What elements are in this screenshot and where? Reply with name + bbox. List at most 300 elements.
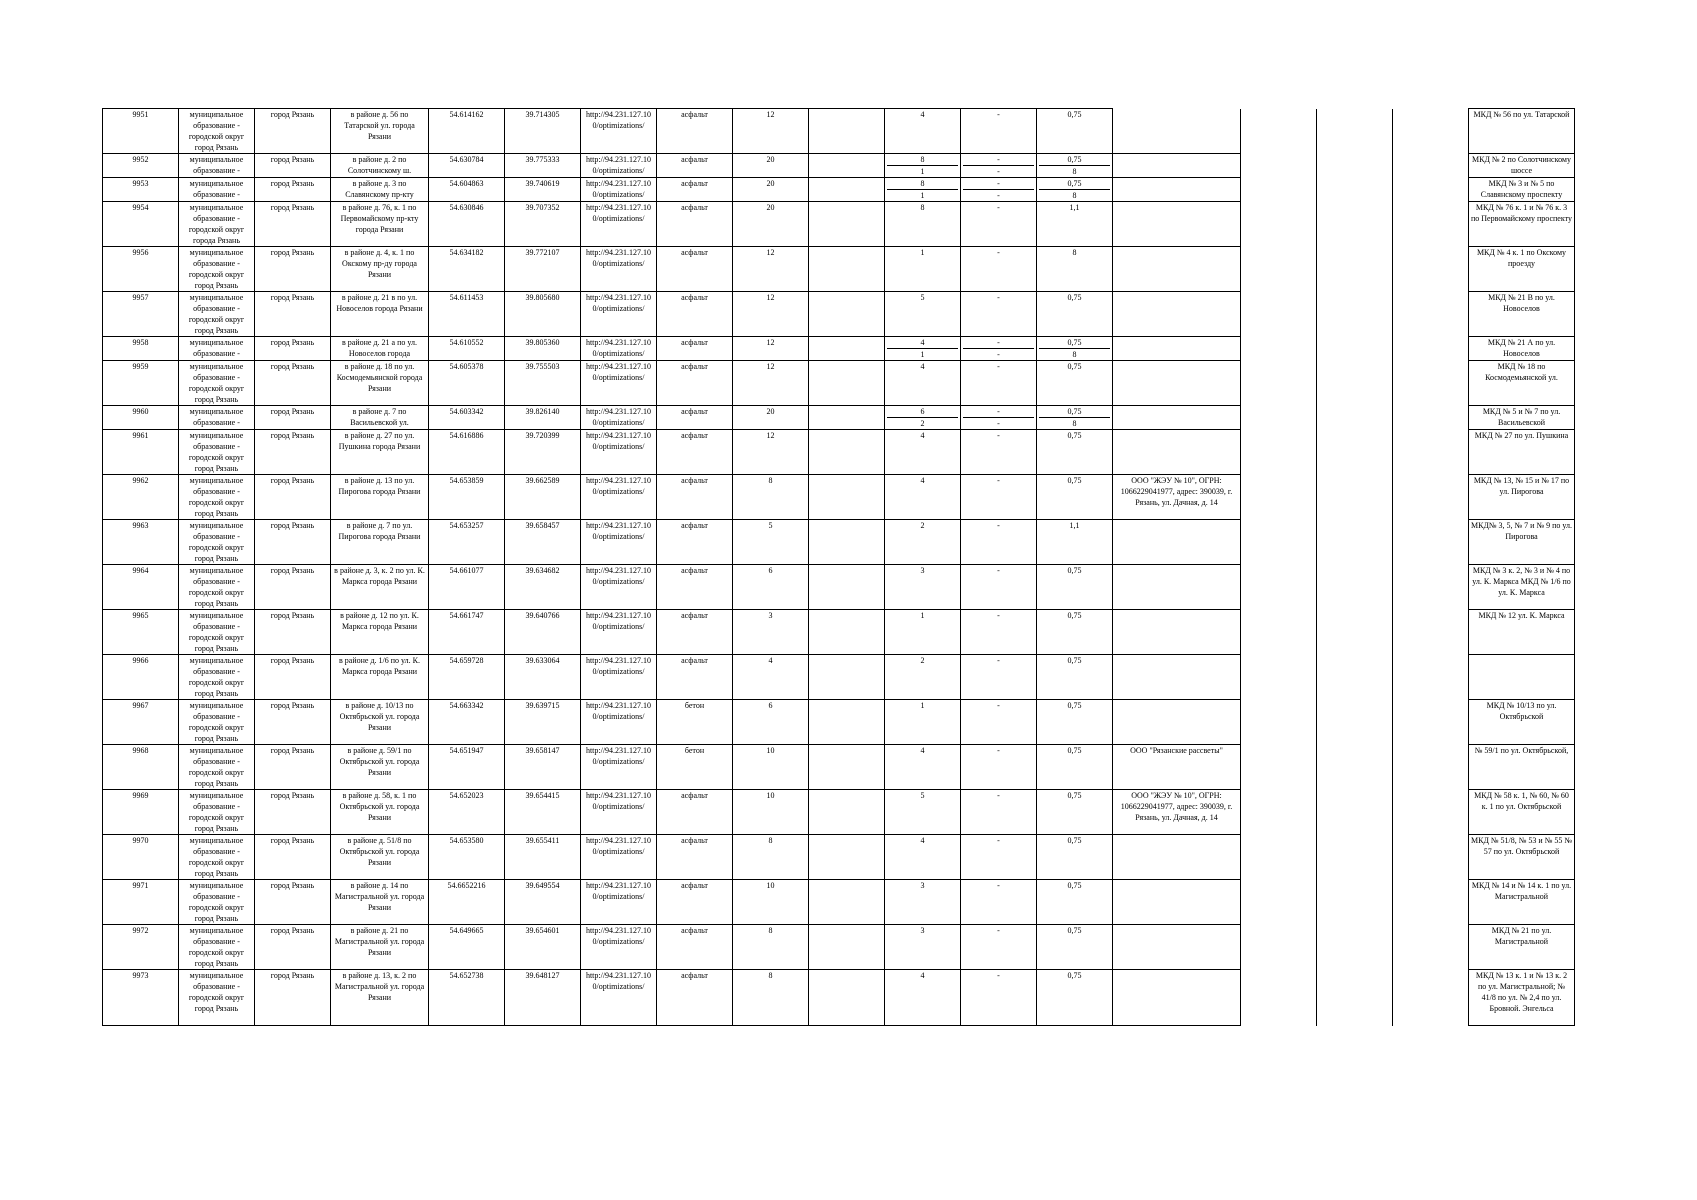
longitude-cell: 39.720399 [505,430,581,475]
places-volume-value: 0,75 [1067,110,1082,119]
row-number-cell: 9966 [103,655,179,700]
city-cell: город Рязань [255,475,331,520]
city-cell: город Рязань [255,745,331,790]
places-volume-cell [1037,880,1113,925]
object-cell: МКД № 3 и № 5 по Славянскому проспекту [1469,178,1575,202]
places-volume-cell [1037,430,1113,475]
empty-cell [809,154,885,178]
places-count-cell [885,202,961,247]
address-cell: в районе д. 21 в по ул. Новоселов города Рязани [331,292,429,337]
object-cell: МКД№ 3, 5, № 7 и № 9 по ул. Пирогова [1469,520,1575,565]
organization-cell [1113,880,1241,925]
cover-cell: асфальт [657,610,733,655]
url-cell: http://94.231.127.10 0/optimizations/ [581,292,657,337]
latitude-cell: 54.651947 [429,745,505,790]
places-count-cell [885,406,961,430]
table-row [103,292,1575,337]
cover-cell: асфальт [657,880,733,925]
longitude-cell: 39.714305 [505,109,581,154]
object-cell: МКД № 13, № 15 и № 17 по ул. Пирогова [1469,475,1575,520]
places-volume-cell [1037,337,1113,361]
object-cell: МКД № 27 по ул. Пушкина [1469,430,1575,475]
area-cell: 20 [733,154,809,178]
places-dash-value: - [997,881,1000,890]
cover-cell: асфальт [657,790,733,835]
data-table [102,108,1575,1026]
address-cell: в районе д. 10/13 по Октябрьской ул. города Рязани [331,700,429,745]
row-number-cell: 9963 [103,520,179,565]
address-cell: в районе д. 51/8 по Октябрьской ул. города Рязани [331,835,429,880]
places-count-cell [885,361,961,406]
municipality-cell: муниципальное образование - городской округ город Рязань [179,835,255,880]
places-volume-value: 0,75 [1039,337,1110,349]
empty-cell [1317,565,1393,610]
cover-cell: асфальт [657,337,733,361]
url-cell: http://94.231.127.10 0/optimizations/ [581,337,657,361]
places-volume-cell [1037,835,1113,880]
organization-cell: ООО "Рязанские рассветы" [1113,745,1241,790]
city-cell: город Рязань [255,337,331,361]
object-cell: МКД № 21 А по ул. Новоселов [1469,337,1575,361]
url-cell: http://94.231.127.10 0/optimizations/ [581,475,657,520]
places-count-value: 1 [920,701,925,710]
table-row [103,880,1575,925]
places-count-value: 3 [920,566,925,575]
places-dash-cell [961,337,1037,361]
places-count-value: 8 [887,154,958,166]
empty-cell [1317,880,1393,925]
places-count-value: 4 [920,746,925,755]
organization-cell [1113,406,1241,430]
url-cell: http://94.231.127.10 0/optimizations/ [581,880,657,925]
url-cell: http://94.231.127.10 0/optimizations/ [581,202,657,247]
empty-cell [1393,700,1469,745]
organization-cell [1113,178,1241,202]
places-volume-value: 0,75 [1067,791,1082,800]
table-row [103,745,1575,790]
object-cell: МКД № 58 к. 1, № 60, № 60 к. 1 по ул. Октябрьской [1469,790,1575,835]
longitude-cell: 39.654601 [505,925,581,970]
city-cell: город Рязань [255,790,331,835]
empty-cell [1317,475,1393,520]
places-dash-value: - [997,611,1000,620]
organization-cell [1113,337,1241,361]
address-cell: в районе д. 14 по Магистральной ул. города Рязани [331,880,429,925]
places-count-value: 2 [920,521,925,530]
address-cell: в районе д. 3, к. 2 по ул. К. Маркса города Рязани [331,565,429,610]
places-count-value: 4 [920,836,925,845]
empty-cell [1317,109,1393,154]
places-dash-cell [961,202,1037,247]
empty-cell [1317,430,1393,475]
longitude-cell: 39.805680 [505,292,581,337]
longitude-cell: 39.634682 [505,565,581,610]
municipality-cell: муниципальное образование - городской округ город Рязань [179,520,255,565]
places-count-cell [885,655,961,700]
cover-cell: асфальт [657,109,733,154]
area-cell: 8 [733,970,809,1026]
places-dash-value: - [997,971,1000,980]
places-volume-cell [1037,292,1113,337]
empty-cell [809,475,885,520]
empty-cell [809,970,885,1026]
latitude-cell: 54.659728 [429,655,505,700]
places-dash-value: - [963,337,1034,349]
organization-cell: ООО "ЖЭУ № 10", ОГРН: 1066229041977, адрес: 390039, г. Рязань, ул. Дачная, д. 14 [1113,475,1241,520]
cover-cell: асфальт [657,565,733,610]
empty-cell [809,610,885,655]
organization-cell [1113,655,1241,700]
cover-cell: асфальт [657,475,733,520]
organization-cell: ООО "ЖЭУ № 10", ОГРН: 1066229041977, адрес: 390039, г. Рязань, ул. Дачная, д. 14 [1113,790,1241,835]
places-volume-cell [1037,790,1113,835]
longitude-cell: 39.633064 [505,655,581,700]
places-dash-cell [961,655,1037,700]
address-cell: в районе д. 59/1 по Октябрьской ул. города Рязани [331,745,429,790]
municipality-cell: муниципальное образование - городской округ город Рязань [179,925,255,970]
empty-cell [1393,970,1469,1026]
places-count-cell [885,430,961,475]
organization-cell [1113,361,1241,406]
places-dash-value: - [997,110,1000,119]
city-cell: город Рязань [255,565,331,610]
latitude-cell: 54.653580 [429,835,505,880]
object-cell: МКД № 4 к. 1 по Окскому проезду [1469,247,1575,292]
area-cell: 12 [733,247,809,292]
url-cell: http://94.231.127.10 0/optimizations/ [581,655,657,700]
places-volume-value: 0,75 [1067,656,1082,665]
places-volume-cell [1037,655,1113,700]
row-number-cell: 9964 [103,565,179,610]
places-dash-value: - [997,656,1000,665]
cover-cell: бетон [657,700,733,745]
row-number-cell: 9951 [103,109,179,154]
empty-cell [1241,655,1317,700]
places-dash-cell [961,247,1037,292]
table-row [103,925,1575,970]
places-volume-value: 0,75 [1067,746,1082,755]
places-dash-value: - [997,167,1000,176]
object-cell: МКД № 51/8, № 53 и № 55 № 57 по ул. Октябрьской [1469,835,1575,880]
empty-cell [809,406,885,430]
empty-cell [809,925,885,970]
places-volume-value: 8 [1072,167,1077,176]
places-dash-value: - [997,836,1000,845]
empty-cell [809,790,885,835]
empty-cell [809,565,885,610]
longitude-cell: 39.658457 [505,520,581,565]
places-count-cell [885,835,961,880]
empty-cell [1393,610,1469,655]
municipality-cell: муниципальное образование - городской округ город Рязань [179,292,255,337]
places-count-cell [885,337,961,361]
empty-cell [1393,406,1469,430]
area-cell: 12 [733,361,809,406]
places-count-cell [885,565,961,610]
table-row [103,790,1575,835]
row-number-cell: 9967 [103,700,179,745]
cover-cell: асфальт [657,970,733,1026]
municipality-cell: муниципальное образование - городской округ города Рязань [179,202,255,247]
address-cell: в районе д. 21 а по ул. Новоселов города [331,337,429,361]
places-volume-cell [1037,406,1113,430]
places-volume-value: 0,75 [1067,836,1082,845]
cover-cell: асфальт [657,520,733,565]
places-dash-value: - [997,746,1000,755]
places-volume-cell [1037,154,1113,178]
url-cell: http://94.231.127.10 0/optimizations/ [581,178,657,202]
url-cell: http://94.231.127.10 0/optimizations/ [581,745,657,790]
city-cell: город Рязань [255,178,331,202]
latitude-cell: 54.616886 [429,430,505,475]
empty-cell [809,520,885,565]
empty-cell [809,202,885,247]
places-count-value: 4 [920,971,925,980]
empty-cell [1241,361,1317,406]
places-dash-value: - [963,178,1034,190]
places-dash-cell [961,925,1037,970]
places-dash-value: - [997,362,1000,371]
places-volume-value: 0,75 [1067,701,1082,710]
address-cell: в районе д. 18 по ул. Космодемьянской города Рязани [331,361,429,406]
places-count-value: 8 [920,203,925,212]
longitude-cell: 39.772107 [505,247,581,292]
empty-cell [809,655,885,700]
url-cell: http://94.231.127.10 0/optimizations/ [581,247,657,292]
area-cell: 3 [733,610,809,655]
places-count-value: 4 [920,110,925,119]
empty-cell [809,178,885,202]
places-volume-value: 0,75 [1067,431,1082,440]
places-count-cell [885,247,961,292]
places-dash-cell [961,475,1037,520]
latitude-cell: 54.630846 [429,202,505,247]
row-number-cell: 9971 [103,880,179,925]
empty-cell [1241,565,1317,610]
empty-cell [809,292,885,337]
longitude-cell: 39.805360 [505,337,581,361]
longitude-cell: 39.658147 [505,745,581,790]
address-cell: в районе д. 27 по ул. Пушкина города Рязани [331,430,429,475]
row-number-cell: 9961 [103,430,179,475]
places-count-value: 1 [920,611,925,620]
places-count-value: 1 [920,191,925,200]
places-volume-cell [1037,520,1113,565]
places-volume-cell [1037,361,1113,406]
longitude-cell: 39.639715 [505,700,581,745]
places-dash-value: - [997,926,1000,935]
empty-cell [1393,565,1469,610]
municipality-cell: муниципальное образование - городской округ город Рязань [179,610,255,655]
places-count-value: 1 [920,350,925,359]
organization-cell [1113,700,1241,745]
empty-cell [1393,925,1469,970]
city-cell: город Рязань [255,880,331,925]
url-cell: http://94.231.127.10 0/optimizations/ [581,565,657,610]
url-cell: http://94.231.127.10 0/optimizations/ [581,835,657,880]
empty-cell [1241,337,1317,361]
latitude-cell: 54.603342 [429,406,505,430]
places-volume-value: 8 [1072,350,1077,359]
places-count-cell [885,154,961,178]
organization-cell [1113,202,1241,247]
places-volume-value: 0,75 [1067,881,1082,890]
places-dash-cell [961,700,1037,745]
table-row [103,178,1575,202]
latitude-cell: 54.652023 [429,790,505,835]
table-row [103,202,1575,247]
latitude-cell: 54.605378 [429,361,505,406]
empty-cell [1317,247,1393,292]
longitude-cell: 39.649554 [505,880,581,925]
area-cell: 12 [733,430,809,475]
places-count-cell [885,520,961,565]
table-row [103,520,1575,565]
city-cell: город Рязань [255,970,331,1026]
empty-cell [1317,292,1393,337]
longitude-cell: 39.654415 [505,790,581,835]
places-dash-cell [961,178,1037,202]
address-cell: в районе д. 58, к. 1 по Октябрьской ул. города Рязани [331,790,429,835]
cover-cell: асфальт [657,292,733,337]
latitude-cell: 54.611453 [429,292,505,337]
longitude-cell: 39.755503 [505,361,581,406]
empty-cell [1393,520,1469,565]
places-count-value: 3 [920,926,925,935]
places-count-value: 1 [920,167,925,176]
empty-cell [1317,520,1393,565]
municipality-cell: муниципальное образование - городской округ город Рязань [179,745,255,790]
places-volume-cell [1037,475,1113,520]
places-volume-value: 0,75 [1067,293,1082,302]
empty-cell [1241,700,1317,745]
places-volume-value: 0,75 [1039,406,1110,418]
url-cell: http://94.231.127.10 0/optimizations/ [581,970,657,1026]
places-count-value: 3 [920,881,925,890]
city-cell: город Рязань [255,247,331,292]
empty-cell [1241,109,1317,154]
places-volume-value: 0,75 [1067,926,1082,935]
places-volume-value: 0,75 [1067,566,1082,575]
places-count-cell [885,109,961,154]
municipality-cell: муниципальное образование - [179,406,255,430]
empty-cell [1393,790,1469,835]
empty-cell [1241,610,1317,655]
empty-cell [1317,745,1393,790]
row-number-cell: 9969 [103,790,179,835]
latitude-cell: 54.6652216 [429,880,505,925]
table-row [103,655,1575,700]
city-cell: город Рязань [255,610,331,655]
empty-cell [1241,745,1317,790]
address-cell: в районе д. 7 по ул. Пирогова города Рязани [331,520,429,565]
cover-cell: асфальт [657,202,733,247]
empty-cell [809,745,885,790]
latitude-cell: 54.614162 [429,109,505,154]
places-count-value: 1 [920,248,925,257]
address-cell: в районе д. 3 по Славянскому пр-кту [331,178,429,202]
municipality-cell: муниципальное образование - городской округ город Рязань [179,430,255,475]
empty-cell [1241,178,1317,202]
places-dash-cell [961,430,1037,475]
empty-cell [1393,247,1469,292]
places-volume-value: 1,1 [1069,203,1080,212]
longitude-cell: 39.655411 [505,835,581,880]
empty-cell [1241,970,1317,1026]
city-cell: город Рязань [255,361,331,406]
places-dash-value: - [997,701,1000,710]
object-cell: МКД № 3 к. 2, № 3 и № 4 по ул. К. Маркса МКД № 1/6 по ул. К. Маркса [1469,565,1575,610]
table-row [103,154,1575,178]
municipality-cell: муниципальное образование - [179,337,255,361]
places-count-cell [885,292,961,337]
row-number-cell: 9957 [103,292,179,337]
table-row [103,337,1575,361]
area-cell: 4 [733,655,809,700]
places-dash-cell [961,610,1037,655]
area-cell: 6 [733,565,809,610]
empty-cell [1317,337,1393,361]
longitude-cell: 39.662589 [505,475,581,520]
places-count-value: 4 [920,476,925,485]
places-dash-cell [961,154,1037,178]
url-cell: http://94.231.127.10 0/optimizations/ [581,109,657,154]
empty-cell [809,430,885,475]
empty-cell [1393,292,1469,337]
places-count-value: 4 [920,431,925,440]
row-number-cell: 9965 [103,610,179,655]
longitude-cell: 39.826140 [505,406,581,430]
empty-cell [1241,406,1317,430]
url-cell: http://94.231.127.10 0/optimizations/ [581,925,657,970]
city-cell: город Рязань [255,109,331,154]
city-cell: город Рязань [255,430,331,475]
latitude-cell: 54.630784 [429,154,505,178]
address-cell: в районе д. 1/6 по ул. К. Маркса города Рязани [331,655,429,700]
empty-cell [1241,790,1317,835]
row-number-cell: 9952 [103,154,179,178]
empty-cell [1241,292,1317,337]
area-cell: 10 [733,880,809,925]
cover-cell: асфальт [657,430,733,475]
city-cell: город Рязань [255,406,331,430]
latitude-cell: 54.610552 [429,337,505,361]
table-row [103,406,1575,430]
municipality-cell: муниципальное образование - городской округ город Рязань [179,700,255,745]
url-cell: http://94.231.127.10 0/optimizations/ [581,154,657,178]
places-dash-value: - [963,406,1034,418]
empty-cell [1241,520,1317,565]
empty-cell [1393,154,1469,178]
places-count-value: 6 [887,406,958,418]
municipality-cell: муниципальное образование - городской округ город Рязань [179,790,255,835]
places-volume-cell [1037,610,1113,655]
cover-cell: асфальт [657,154,733,178]
area-cell: 10 [733,745,809,790]
row-number-cell: 9956 [103,247,179,292]
places-dash-cell [961,790,1037,835]
organization-cell [1113,247,1241,292]
cover-cell: асфальт [657,655,733,700]
latitude-cell: 54.661077 [429,565,505,610]
address-cell: в районе д. 2 по Солотчинскому ш. [331,154,429,178]
places-volume-value: 0,75 [1067,611,1082,620]
empty-cell [1393,745,1469,790]
row-number-cell: 9959 [103,361,179,406]
municipality-cell: муниципальное образование - городской округ город Рязань [179,970,255,1026]
places-count-cell [885,880,961,925]
longitude-cell: 39.707352 [505,202,581,247]
